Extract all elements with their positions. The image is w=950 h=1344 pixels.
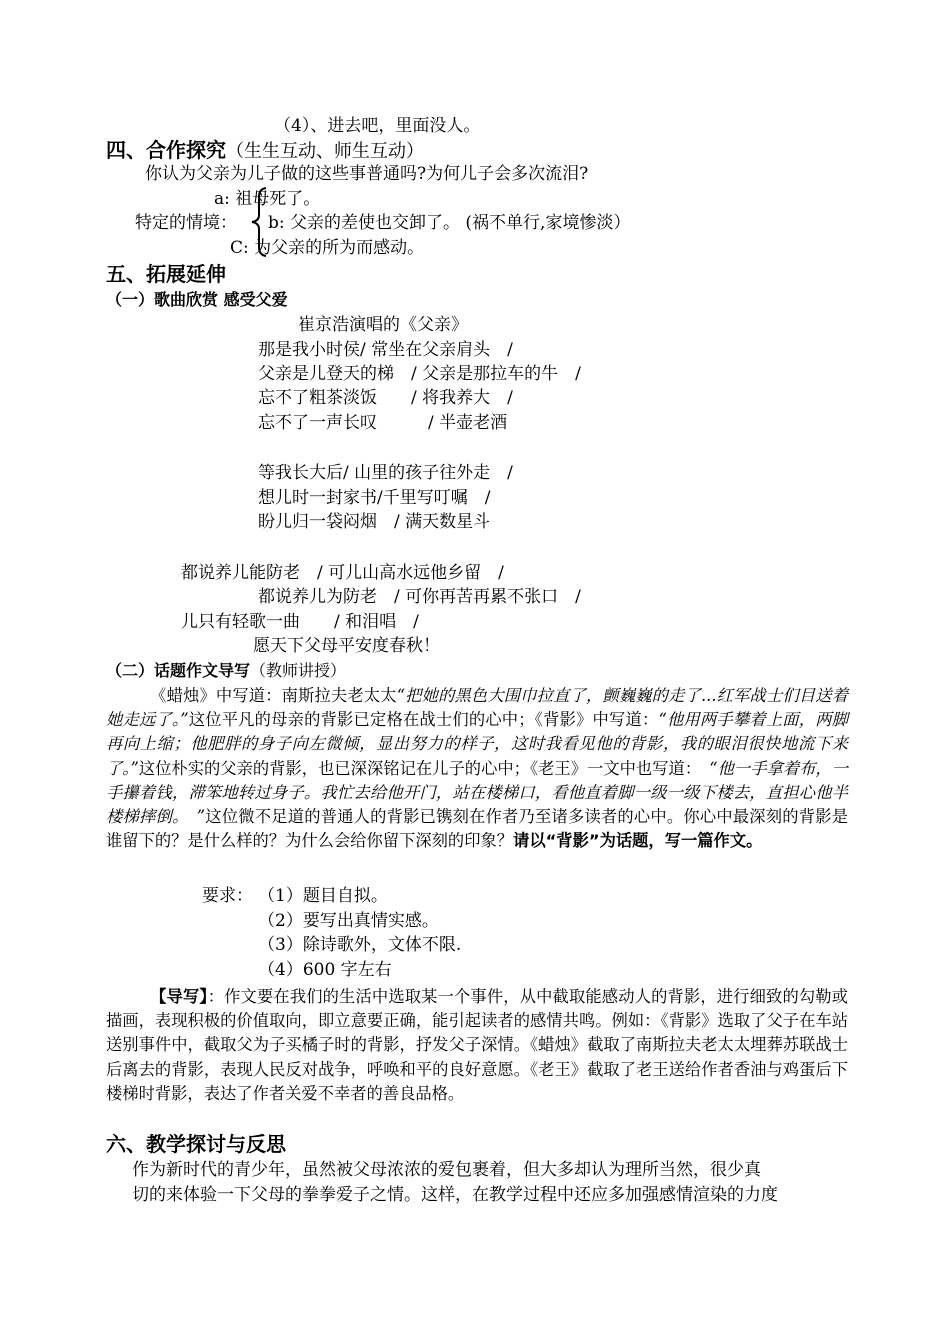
quote-candle: “把她的黑色大围巾拉直了，颤巍巍的走了...红军战士们目送着她走远了。”: [106, 686, 848, 730]
section-4-title: 四、合作探究: [106, 138, 226, 162]
lyric-line: 都说养儿能防老 / 可儿山高水远他乡留 /: [181, 563, 504, 583]
section-6-title: 六、教学探讨与反思: [106, 1132, 286, 1156]
para-text: 这位微不足道的普通人的背影已镌刻在作者乃至诸多读者的心中。你心中最深刻的背影是谁留下的？是什么样的？为什么会给你留下深刻的印象？: [106, 807, 848, 851]
situation-b: b: 父亲的差使也交卸了。 (祸不单行,家境惨淡）: [268, 213, 631, 233]
example-line: （4）、进去吧，里面没人。: [274, 116, 481, 136]
subsection-2-heading: [106, 659, 346, 683]
reflection-line: 作为新时代的青少年，虽然被父母浓浓的爱包裹着，但大多却认为理所当然，很少真: [132, 1160, 761, 1180]
requirement-item: （2）要写出真情实感。: [258, 911, 439, 931]
situation-c: C: 为父亲的所为而感动。: [230, 238, 425, 258]
requirement-item: （1）题目自拟。: [258, 886, 388, 906]
para-text: 这位平凡的母亲的背影已定格在战士们的心中；《背影》中写道：: [188, 710, 659, 730]
subsection-2-note: （教师讲授）: [250, 661, 347, 680]
lyric-line: 父亲是儿登天的梯 / 父亲是那拉车的牛 /: [258, 364, 581, 384]
situation-a: a: 祖母死了。: [214, 189, 321, 209]
requirement-item: （4）600 字左右: [258, 960, 392, 980]
subsection-1-title: （一）歌曲欣赏 感受父爱: [106, 290, 288, 309]
lyric-line: 等我长大后/ 山里的孩子往外走 /: [258, 463, 513, 483]
guide-paragraph: [106, 985, 848, 1106]
lyric-line: 愿天下父母平安度春秋！: [253, 636, 440, 656]
section-4-note: （生生互动、师生互动）: [226, 141, 424, 162]
section-4-question: 你认为父亲为儿子做的这些事普通吗?为何儿子会多次流泪?: [145, 164, 589, 184]
section-4-heading: [106, 137, 424, 165]
requirement-label: 要求：: [202, 886, 253, 906]
lyric-line: 盼儿归一袋闷烟 / 满天数星斗: [258, 512, 491, 532]
quote-old-wang: “他一手拿着布，一手攥着钱，滞笨地转过身子。我忙去给他开门，站在楼梯口，看他直着脚一级一级下楼去，直担心他半楼梯摔倒。 ”: [106, 758, 848, 827]
guide-text: ：作文要在我们的生活中选取某一个事件，从中截取能感动人的背影，进行细致的勾勒或描画，表现积极的价值取向，即立意要正确，能引起读者的感情共鸣。例如：《背影》选取了父子在车站送别事件中，截取父为子买橘子时的背影，抒发父子深情。《蜡烛》截取了南斯拉夫老太太埋葬苏联战士后离去的背影，表现人民反对战争，呼唤和平的良好意愿。《老王》截取了老王送给作者香油与鸡蛋后下楼梯时背影，表达了作者关爱不幸者的善良品格。: [106, 987, 848, 1103]
lyric-line: 都说养儿为防老 / 可你再苦再累不张口 /: [258, 587, 581, 607]
subsection-2-title: （二）话题作文导写: [106, 661, 251, 680]
para-text: 这位朴实的父亲的背影，也已深深铭记在儿子的心中；《老王》一文中也写道：: [138, 758, 710, 778]
lyric-line: 忘不了一声长叹 / 半壶老酒: [258, 413, 508, 433]
section-5-title: 五、拓展延伸: [106, 262, 226, 286]
guide-label: 【导写】: [150, 987, 208, 1006]
lyric-line: 儿只有轻歌一曲 / 和泪唱 /: [181, 612, 419, 632]
lyric-line: 忘不了粗茶淡饭 / 将我养大 /: [258, 388, 513, 408]
writing-prompt: 请以“背影”为话题，写一篇作文。: [513, 831, 763, 851]
requirement-item: （3）除诗歌外，文体不限.: [258, 935, 462, 955]
para-text: 《蜡烛》中写道：南斯拉夫老太太: [150, 686, 397, 705]
lyric-line: 想儿时一封家书/千里写叮嘱 /: [258, 488, 491, 508]
lyric-line: 那是我小时侯/ 常坐在父亲肩头 /: [258, 340, 513, 360]
topic-paragraph: [106, 684, 848, 853]
quote-back-view: “他用两手攀着上面，两脚再向上缩；他肥胖的身子向左微倾，显出努力的样子，这时我看见他的背影，我的眼泪很快地流下来了。”: [106, 710, 849, 778]
situation-label: 特定的情境：: [135, 213, 237, 233]
reflection-line: 切的来体验一下父母的拳拳爱子之情。这样，在教学过程中还应多加强感情渲染的力度: [132, 1185, 778, 1205]
song-title: 崔京浩演唱的《父亲》: [298, 315, 468, 335]
